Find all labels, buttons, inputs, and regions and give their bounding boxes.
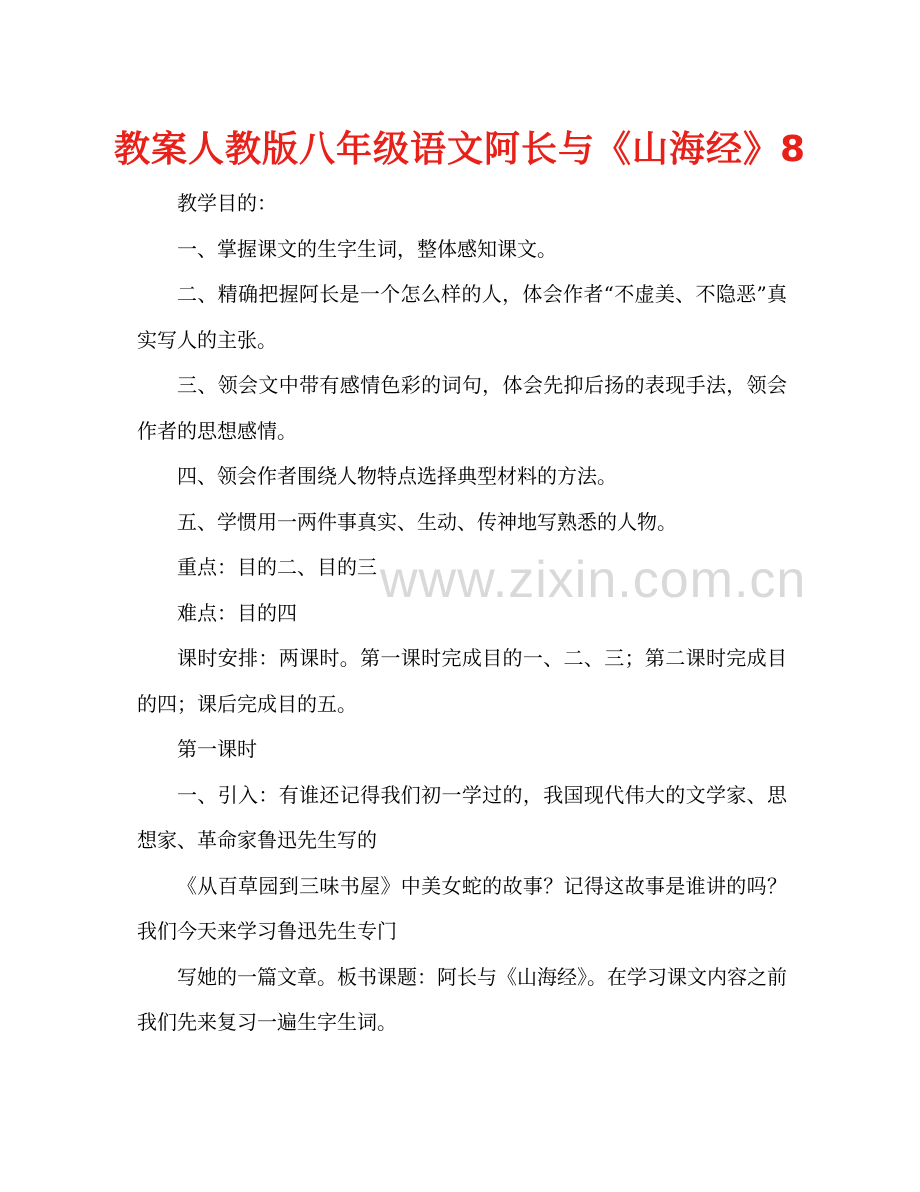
paragraph-objective-1: 一、掌握课文的生字生词，整体感知课文。 (177, 236, 557, 261)
paragraph-lesson-heading: 第一课时 (177, 737, 257, 761)
paragraph-key-points: 重点：目的二、目的三 (177, 555, 377, 579)
paragraph-objective-3: 三、领会文中带有感情色彩的词句，体会先抑后扬的表现手法，领会作者的思想感情。 (137, 373, 787, 443)
document-title: 教案人教版八年级语文阿长与《山海经》8 (113, 129, 807, 170)
paragraph-introduction: 一、引入：有谁还记得我们初一学过的，我国现代伟大的文学家、思想家、革命家鲁迅先生写的 (137, 782, 787, 852)
paragraph-schedule: 课时安排：两课时。第一课时完成目的一、二、三；第二课时完成目的四；课后完成目的五。 (137, 646, 787, 716)
paragraph-difficulties: 难点：目的四 (177, 600, 297, 625)
paragraph-objective-5: 五、学惯用一两件事真实、生动、传神地写熟悉的人物。 (177, 509, 677, 534)
paragraph-objectives-heading: 教学目的： (177, 191, 277, 215)
document-body (137, 181, 787, 1046)
watermark-text: www.zixin.com.cn (380, 551, 807, 609)
paragraph-objective-4: 四、领会作者围绕人物特点选择典型材料的方法。 (177, 464, 617, 488)
paragraph-board-title: 写她的一篇文章。板书课题：阿长与《山海经》。在学习课文内容之前我们先来复习一遍生字生词。 (137, 964, 787, 1034)
paragraph-story-question: 《从百草园到三味书屋》中美女蛇的故事？记得这故事是谁讲的吗？我们今天来学习鲁迅先生专门 (137, 873, 787, 943)
paragraph-objective-2: 二、精确把握阿长是一个怎么样的人，体会作者“不虚美、不隐恶”真实写人的主张。 (137, 282, 787, 352)
